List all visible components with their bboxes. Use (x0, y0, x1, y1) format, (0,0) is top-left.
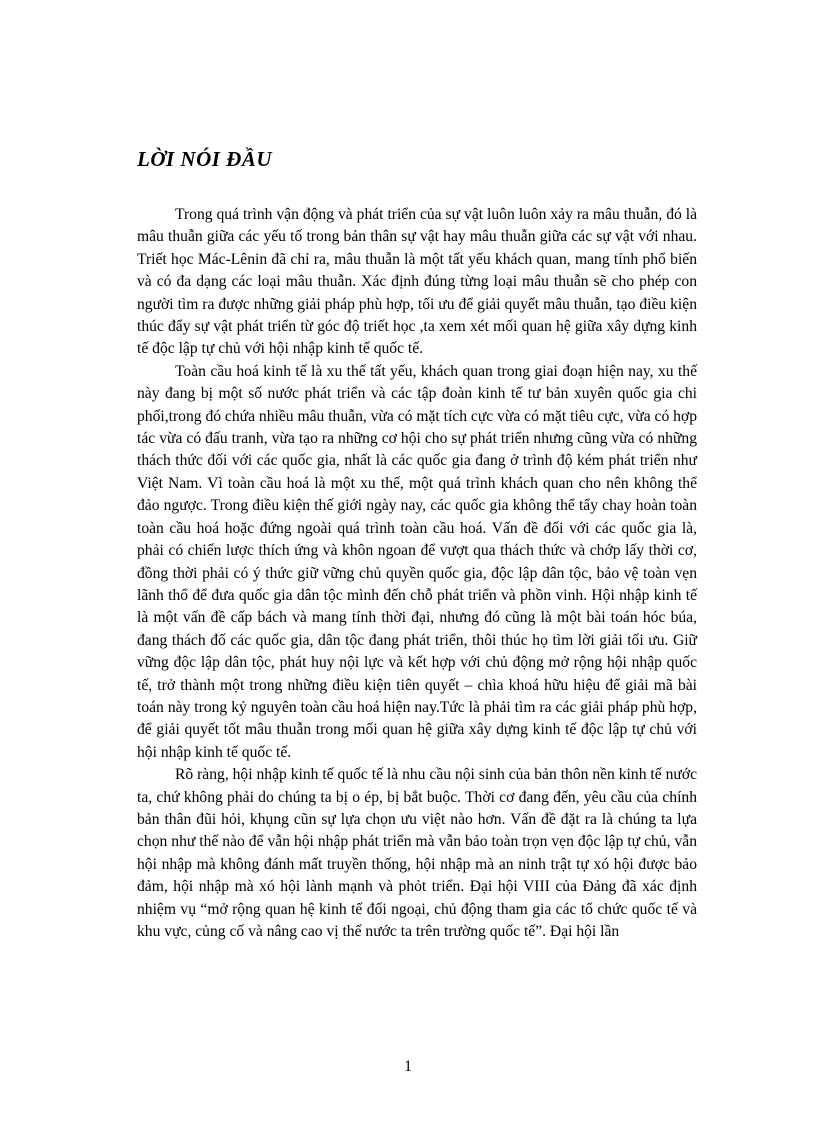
paragraph-integration: Rõ ràng, hội nhập kinh tế quốc tế là nhu cầu nội sinh của bản thôn nền kinh tế nước ta, chứ không phải do chúng ta bị o ép, bị bắt buộc. Thời cơ đang đến, yêu cầu của chính bản thân đũi hỏi, khụng cũn sự lựa chọn ưu việt nào hơn. Vấn đề đặt ra là chúng ta lựa chọn như thế nào để vẫn hội nhập phát triển mà vẫn bảo toàn trọn vẹn độc lập tự chủ, vẫn hội nhập mà không đánh mất truyền thống, hội nhập mà an ninh trật tự xó hội được bảo đảm, hội nhập mà xó hội lành mạnh và phỏt triển. Đại hội VIII của Đảng đã xác định nhiệm vụ “mở rộng quan hệ kinh tế đối ngoại, chủ động tham gia các tổ chức quốc tế và khu vực, củng cố và nâng cao vị thế nước ta trên trường quốc tế”. Đại hội lần (137, 766, 697, 940)
paragraph-intro: Trong quá trình vận động và phát triển của sự vật luôn luôn xảy ra mâu thuẫn, đó là mâu thuẫn giữa các yếu tố trong bản thân sự vật hay mâu thuẫn giữa các sự vật với nhau. Triết học Mác-Lênin đã chỉ ra, mâu thuẫn là một tất yếu khách quan, mang tính phổ biến và có đa dạng các loại mâu thuẫn. Xác định đúng từng loại mâu thuẫn sẽ cho phép con người tìm ra được những giải pháp phù hợp, tối ưu để giải quyết mâu thuẫn, tạo điều kiện thúc đẩy sự vật phát triển từ góc độ triết học ,ta xem xét mối quan hệ giữa xây dựng kinh tế độc lập tự chủ với hội nhập kinh tế quốc tế. (137, 206, 697, 358)
page-title: LỜI NÓI ĐẦU (137, 147, 273, 171)
page-number: 1 (404, 1058, 412, 1075)
document-body (137, 204, 697, 943)
paragraph-globalization: Toàn cầu hoá kinh tế là xu thế tất yếu, khách quan trong giai đoạn hiện nay, xu thế này đang bị một số nước phát triển và các tập đoàn kinh tế tư bản xuyên quốc gia chi phối,trong đó chứa nhiều mâu thuẫn, vừa có mặt tích cực vừa có mặt tiêu cực, vừa có hợp tác vừa có đấu tranh, vừa tạo ra những cơ hội cho sự phát triển nhưng cũng vừa có những thách thức đối với các quốc gia, nhất là các quốc gia đang ở trình độ kém phát triển như Việt Nam. Vì toàn cầu hoá là một xu thế, một quá trình khách quan cho nên không thể đảo ngược. Trong điều kiện thế giới ngày nay, các quốc gia không thể tẩy chay hoàn toàn toàn cầu hoá hoặc đứng ngoài quá trình toàn cầu hoá. Vấn đề đối với các quốc gia là, phải có chiến lược thích ứng và khôn ngoan để vượt qua thách thức và chớp lấy thời cơ, đồng thời phải có ý thức giữ vững chủ quyền quốc gia, độc lập dân tộc, bảo vệ toàn vẹn lãnh thổ để đưa quốc gia dân tộc mình đến chỗ phát triển và phồn vinh. Hội nhập kinh tế là một vấn đề cấp bách và mang tính thời đại, nhưng đó cũng là một bài toán hóc búa, đang thách đố các quốc gia, dân tộc đang phát triển, thôi thúc họ tìm lời giải tối ưu. Giữ vững độc lập dân tộc, phát huy nội lực và kết hợp với chủ động mở rộng hội nhập quốc tế, trở thành một trong những điều kiện tiên quyết – chìa khoá hữu hiệu để giải mã bài toán này trong kỷ nguyên toàn cầu hoá hiện nay.Tức là phải tìm ra các giải pháp phù hợp, để giải quyết tốt mâu thuẫn trong mối quan hệ giữa xây dựng kinh tế độc lập tự chủ với hội nhập kinh tế quốc tế. (137, 362, 697, 761)
